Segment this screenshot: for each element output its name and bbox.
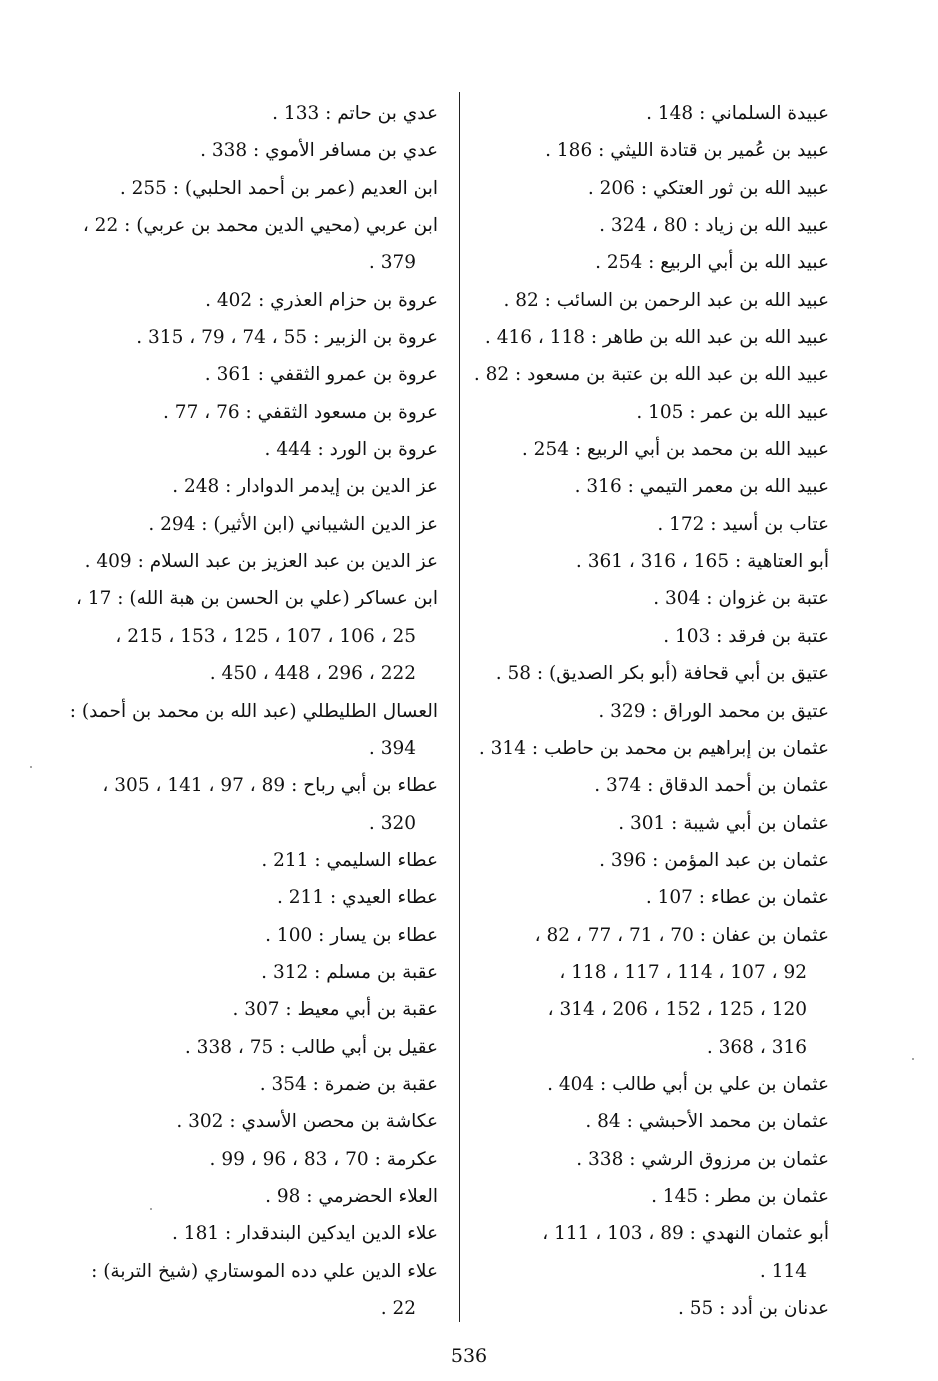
index-entry: عثمان بن عطاء : 107 .: [645, 887, 829, 909]
index-entry-continuation: 316 ، 368 .: [706, 1036, 807, 1058]
index-entry: عطاء بن يسار : 100 .: [265, 924, 438, 946]
scan-speck: [912, 1058, 914, 1060]
index-entry-continuation: 22 .: [380, 1298, 416, 1319]
index-entry: علاء الدين ايدكين البندقدار : 181 .: [172, 1223, 438, 1245]
index-entry: عكرمة : 70 ، 83 ، 96 ، 99 .: [209, 1148, 438, 1170]
index-entry: أبو العتاهية : 165 ، 316 ، 361 .: [575, 551, 829, 573]
index-entry-continuation: 379 .: [368, 252, 416, 274]
index-entry: عقيل بن أبي طالب : 75 ، 338 .: [184, 1036, 438, 1058]
index-entry: عبيد الله بن زياد : 80 ، 324 .: [599, 215, 829, 237]
index-entry: ابن العديم (عمر بن أحمد الحلبي) : 255 .: [119, 177, 438, 199]
index-entry: عكاشة بن محصن الأسدي : 302 .: [176, 1111, 438, 1133]
index-entry: أبو عثمان النهدي : 89 ، 103 ، 111 ،: [542, 1223, 829, 1245]
scan-speck: [30, 766, 32, 768]
index-entry: عز الدين بن إيدمر الدوادار : 248 .: [172, 476, 438, 498]
index-entry: عقبة بن ضمرة : 354 .: [259, 1073, 438, 1095]
index-entry: عدي بن مسافر الأموي : 338 .: [200, 140, 438, 162]
index-entry: عبيد بن عُمير بن قتادة الليثي : 186 .: [545, 140, 829, 162]
index-entry: عتيق بن محمد الوراق : 329 .: [598, 700, 829, 722]
index-entry: عثمان بن إبراهيم بن محمد بن حاطب : 314 .: [478, 737, 829, 759]
index-entry: عبيد الله بن أبي الربيع : 254 .: [595, 252, 829, 274]
index-entry: عطاء العيدي : 211 .: [277, 887, 438, 909]
index-entry: عروة بن الورد : 444 .: [264, 439, 438, 461]
index-entry: عطاء بن أبي رباح : 89 ، 97 ، 141 ، 305 ،: [102, 775, 438, 797]
index-column-right: [473, 95, 829, 1327]
index-entry: عثمان بن محمد الأحبشي : 84 .: [585, 1111, 829, 1133]
index-entry: عبيد الله بن عمر : 105 .: [636, 401, 829, 423]
index-entry: عطاء السليمي : 211 .: [261, 849, 438, 871]
scan-speck: [150, 1208, 152, 1210]
index-entry: عتبة بن غزوان : 304 .: [653, 588, 829, 610]
index-entry-continuation: 92 ، 107 ، 114 ، 117 ، 118 ،: [559, 961, 807, 983]
index-entry: عبيدة السلماني : 148 .: [646, 103, 829, 124]
index-entry: عثمان بن مطر : 145 .: [651, 1185, 829, 1207]
index-column-left: [69, 95, 438, 1327]
index-entry: عروة بن الزبير : 55 ، 74 ، 79 ، 315 .: [136, 327, 438, 349]
page-number: 536: [450, 1345, 488, 1367]
index-entry: عدنان بن أدد : 55 .: [677, 1298, 829, 1319]
index-entry: عثمان بن أحمد الدقاق : 374 .: [594, 775, 829, 797]
index-entry: عثمان بن علي بن أبي طالب : 404 .: [547, 1073, 829, 1095]
index-entry: عثمان بن عبد المؤمن : 396 .: [599, 849, 829, 871]
column-divider: [459, 92, 460, 1322]
index-entry: عتبة بن فرقد : 103 .: [663, 625, 829, 647]
index-entry: العسال الطليطلي (عبد الله بن محمد بن أحمد) :: [69, 700, 438, 722]
index-entry: عبيد الله بن محمد بن أبي الربيع : 254 .: [521, 439, 829, 461]
index-entry: عز الدين بن عبد العزيز بن عبد السلام : 409 .: [84, 551, 438, 573]
index-entry: عثمان بن أبي شيبة : 301 .: [618, 812, 829, 834]
index-entry: علاء الدين علي دده الموستاري (شيخ التربة) :: [91, 1260, 438, 1282]
index-entry: عبيد الله بن عبد الله بن عتبة بن مسعود : 82 .: [473, 364, 829, 386]
index-entry: عقبة بن أبي معيط : 307 .: [232, 999, 438, 1021]
index-entry: عبيد الله بن عبد الرحمن بن السائب : 82 .: [503, 289, 829, 311]
index-entry-continuation: 120 ، 125 ، 152 ، 206 ، 314 ،: [547, 999, 807, 1021]
index-entry: العلاء الحضرمي : 98 .: [265, 1185, 438, 1207]
index-entry-continuation: 394 .: [368, 737, 416, 759]
index-entry: عتاب بن أسيد : 172 .: [657, 513, 829, 535]
index-entry: عروة بن مسعود الثقفي : 76 ، 77 .: [163, 401, 438, 423]
index-entry: عثمان بن عفان : 70 ، 71 ، 77 ، 82 ،: [534, 924, 829, 946]
index-entry: عبيد الله بن ثور العتكي : 206 .: [587, 177, 829, 199]
index-entry: ابن عربي (محيي الدين محمد بن عربي) : 22 ،: [82, 215, 438, 237]
index-entry-continuation: 222 ، 296 ، 448 ، 450 .: [209, 663, 416, 685]
index-entry: عروة بن عمرو الثقفي : 361 .: [204, 364, 438, 386]
index-entry-continuation: 25 ، 106 ، 107 ، 125 ، 153 ، 215 ،: [115, 625, 416, 647]
index-entry-continuation: 114 .: [759, 1260, 807, 1282]
index-entry: ابن عساكر (علي بن الحسن بن هبة الله) : 17 ،: [76, 588, 438, 610]
index-entry: عتيق بن أبي قحافة (أبو بكر الصديق) : 58 .: [495, 663, 829, 685]
index-entry: عبيد الله بن عبد الله بن طاهر : 118 ، 416 .: [484, 327, 829, 349]
index-entry: عقبة بن مسلم : 312 .: [261, 961, 438, 983]
index-entry: عز الدين الشيباني (ابن الأثير) : 294 .: [148, 513, 438, 535]
index-entry: عثمان بن مرزوق الرشي : 338 .: [576, 1148, 829, 1170]
index-entry: عدي بن حاتم : 133 .: [272, 103, 438, 124]
index-entry: عبيد الله بن معمر التيمي : 316 .: [574, 476, 829, 498]
index-entry: عروة بن حزام العذري : 402 .: [205, 289, 438, 311]
index-entry-continuation: 320 .: [368, 812, 416, 834]
